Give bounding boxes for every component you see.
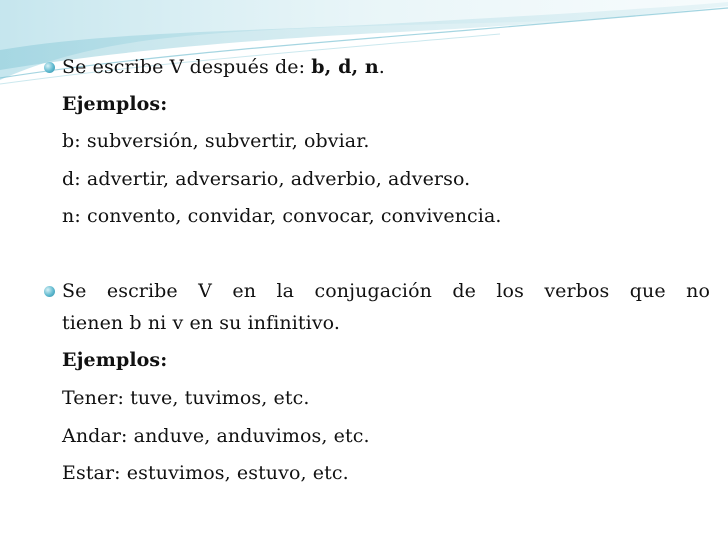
bullet2-examples-heading [62,349,167,371]
bullet1-period: . [378,56,385,78]
bullet1-statement [62,56,385,78]
bullet-icon [44,62,55,73]
examples-heading-text: Ejemplos: [62,93,168,115]
bullet2-statement-line1: Se escribe V en la conjugación de los verbos que no [62,280,710,302]
example-line-tener: Tener: tuve, tuvimos, etc. [62,387,310,409]
bullet2-statement-line2: tienen b ni v en su infinitivo. [62,312,341,334]
example-line-estar: Estar: estuvimos, estuvo, etc. [62,462,349,484]
bullet1-examples-heading [62,93,167,115]
example-line-d: d: advertir, adversario, adverbio, adverso. [62,168,471,190]
examples-heading-text: Ejemplos: [62,349,168,371]
bullet1-letters: b, d, n [311,56,379,78]
example-line-n: n: convento, convidar, convocar, convivencia. [62,205,502,227]
example-line-b: b: subversión, subvertir, obviar. [62,130,370,152]
bullet-icon [44,286,55,297]
bullet1-text: Se escribe V después de: [62,56,312,78]
example-line-andar: Andar: anduve, anduvimos, etc. [62,425,370,447]
